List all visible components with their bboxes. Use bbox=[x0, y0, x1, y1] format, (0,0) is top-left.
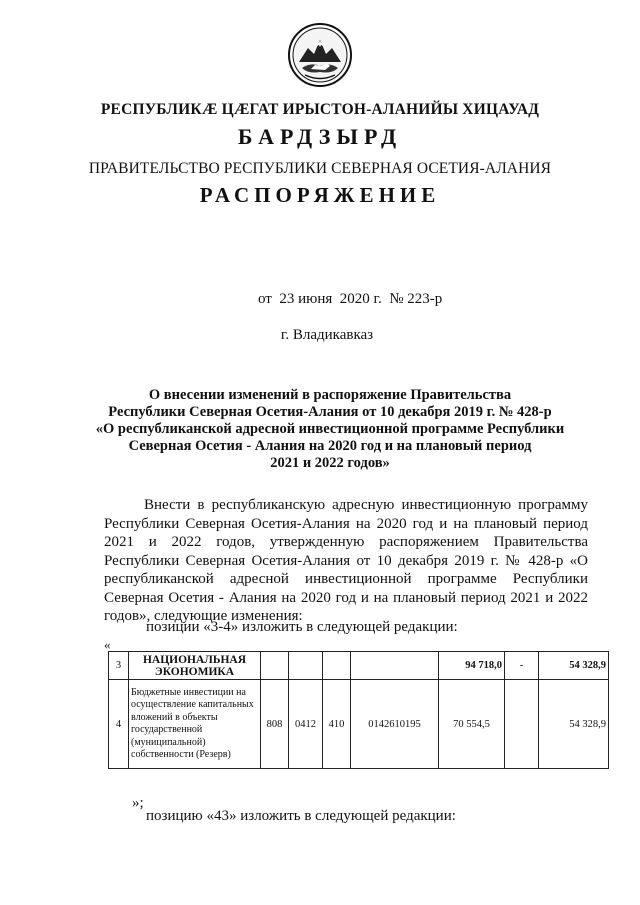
document-date: 23 июня 2020 г. bbox=[279, 291, 382, 307]
investment-table bbox=[108, 651, 609, 769]
expense-type-code: 410 bbox=[323, 680, 351, 769]
empty-cell bbox=[323, 652, 351, 680]
date-prefix: от bbox=[258, 291, 272, 307]
amount-2020: 94 718,0 bbox=[439, 652, 505, 680]
table-row bbox=[109, 680, 609, 769]
title-line: О внесении изменений в распоряжение Правительства bbox=[148, 387, 512, 403]
title-line: Республики Северная Осетия-Алания от 10 декабря 2019 г. № 428-р bbox=[108, 404, 552, 420]
coat-of-arms-emblem-icon bbox=[287, 22, 353, 88]
document-type-russian: РАСПОРЯЖЕНИЕ bbox=[199, 183, 441, 207]
title-line: 2021 и 2022 годов» bbox=[270, 455, 390, 471]
instruction-positions-3-4: позиции «3-4» изложить в следующей редакции: bbox=[146, 619, 458, 635]
section-name: НАЦИОНАЛЬНАЯ ЭКОНОМИКА bbox=[129, 652, 261, 680]
city-name: г. Владикавказ bbox=[280, 327, 374, 343]
title-line: Северная Осетия - Алания на 2020 год и на плановый период bbox=[128, 438, 532, 454]
row-number: 4 bbox=[109, 680, 129, 769]
instruction-position-43: позицию «43» изложить в следующей редакции: bbox=[146, 808, 456, 824]
row-number: 3 bbox=[109, 652, 129, 680]
empty-cell bbox=[261, 652, 289, 680]
opening-quote: « bbox=[104, 637, 111, 652]
amount-2021 bbox=[505, 680, 539, 769]
document-number: № 223-р bbox=[389, 291, 443, 307]
document-title bbox=[90, 387, 570, 472]
ministry-code: 808 bbox=[261, 680, 289, 769]
table-row bbox=[109, 652, 609, 680]
empty-cell bbox=[289, 652, 323, 680]
amount-2021: - bbox=[505, 652, 539, 680]
amount-2022: 54 328,9 bbox=[539, 680, 609, 769]
amount-2020: 70 554,5 bbox=[439, 680, 505, 769]
empty-cell bbox=[351, 652, 439, 680]
government-name-russian: ПРАВИТЕЛЬСТВО РЕСПУБЛИКИ СЕВЕРНАЯ ОСЕТИЯ-АЛАНИЯ bbox=[88, 160, 552, 177]
amount-2022: 54 328,9 bbox=[539, 652, 609, 680]
target-article-code: 0142610195 bbox=[351, 680, 439, 769]
closing-quote: »; bbox=[132, 795, 144, 811]
title-line: «О республиканской адресной инвестиционной программе Республики bbox=[95, 421, 565, 437]
section-code: 0412 bbox=[289, 680, 323, 769]
body-paragraph: Внести в республиканскую адресную инвестиционную программу Республики Северная Осетия-Алания на 2020 год и на плановый период 2021 и 2022 годов, утвержденную распоряжением Правительства Республики Северная Осетия-Алания от 10 декабря 2019 г. № 428-р «О республиканской адресной инвестиционной программе Республики Северная Осетия - Алания на 2020 год и на плановый период 2021 и 2022 годов», следующие изменения: bbox=[104, 497, 588, 624]
document-date-line bbox=[258, 291, 442, 308]
government-name-ossetian: РЕСПУБЛИКӔ ЦӔГАТ ИРЫСТОН-АЛАНИЙЫ ХИЦАУАД bbox=[100, 101, 540, 118]
document-type-ossetian: БАРДЗЫРД bbox=[237, 124, 403, 149]
item-description: Бюджетные инвестиции на осуществление капитальных вложений в объекты государственной (муниципальной) собственности (Резерв) bbox=[129, 680, 261, 769]
